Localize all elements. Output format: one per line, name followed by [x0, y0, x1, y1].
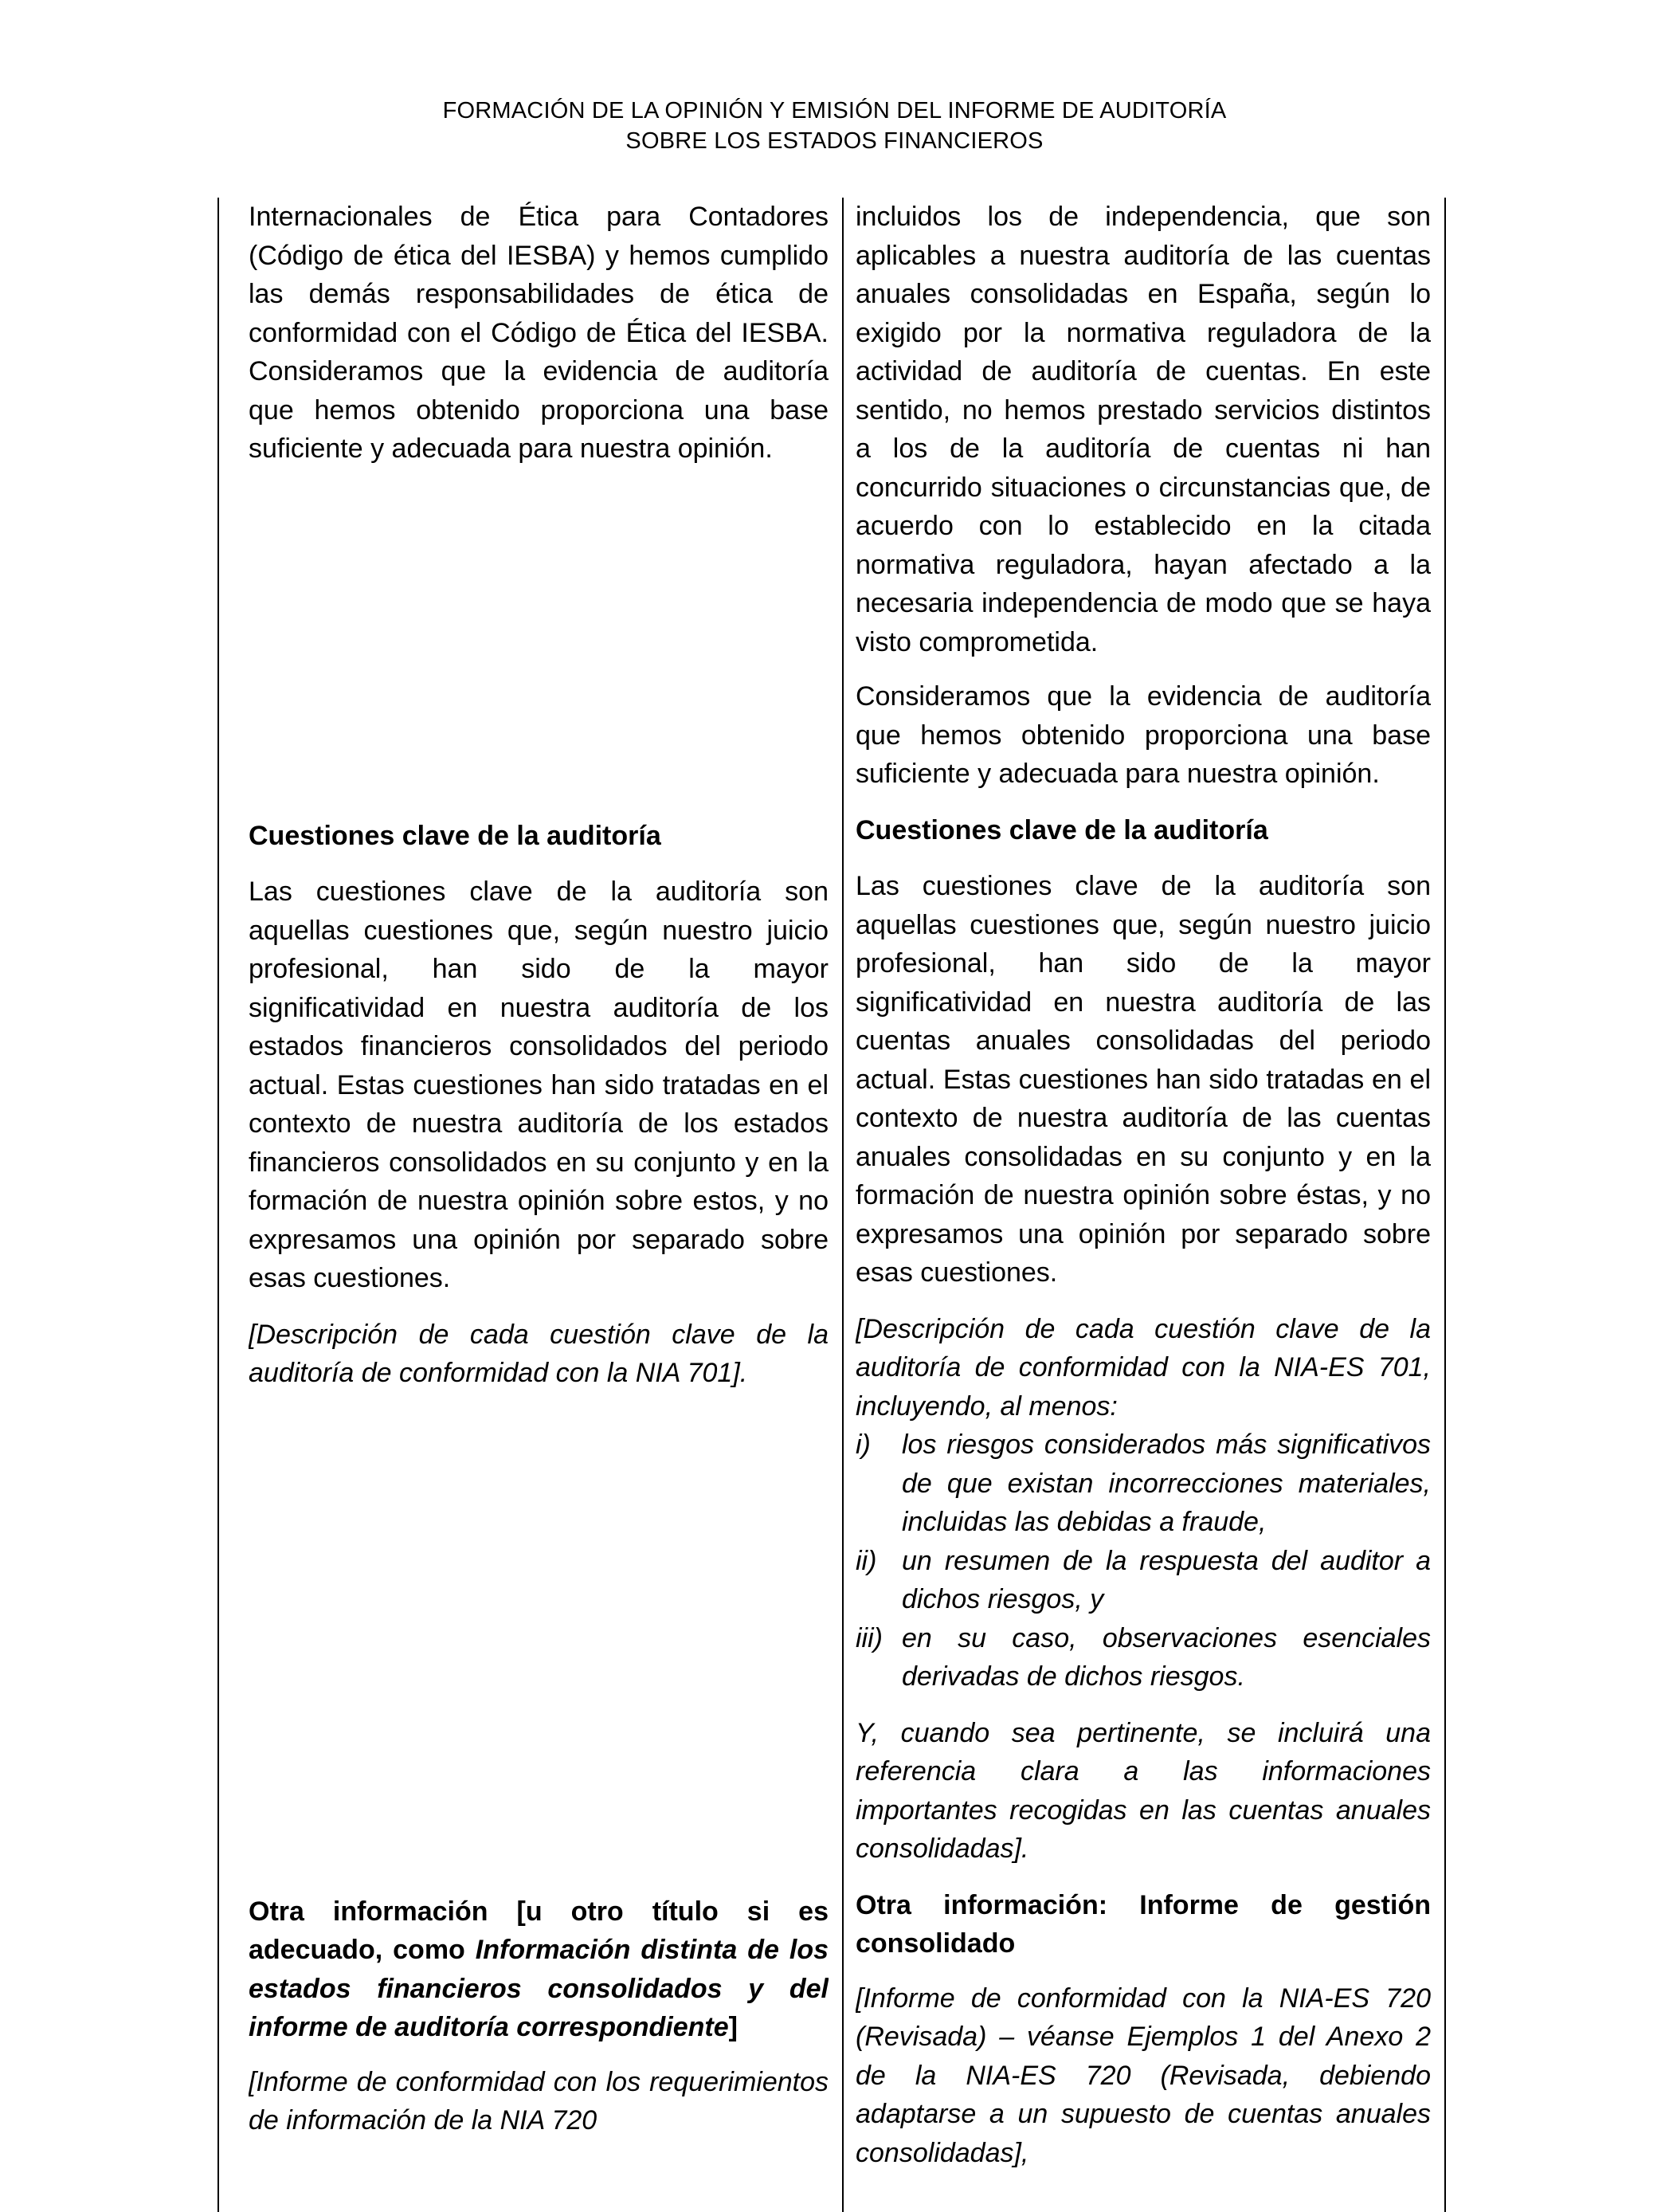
- left-key-matters-description: [Descripción de cada cuestión clave de la auditoría de conformidad con la NIA 701].: [249, 1319, 829, 1388]
- list-item: [856, 1542, 1431, 1619]
- right-key-matters-list: [856, 1426, 1431, 1696]
- other-info-heading-part-2: Información distinta de los estados financieros consolidados y del informe de auditoría correspondiente: [249, 1935, 829, 2042]
- right-other-info-paragraph: [Informe de conformidad con la NIA-ES 720 (Revisada) – véanse Ejemplos 1 del Anexo 2 de la NIA-ES 720 (Revisada, debiendo adaptarse a un supuesto de cuentas anuales consolidadas],: [856, 1983, 1431, 2168]
- right-key-matters-reference: Y, cuando sea pertinente, se incluirá una referencia clara a las informaciones importantes recogidas en las cuentas anuales consolidadas].: [856, 1717, 1431, 1864]
- left-other-info-paragraph: [Informe de conformidad con los requerimientos de información de la NIA 720: [249, 2066, 829, 2136]
- list-number: ii): [856, 1545, 877, 1576]
- right-key-matters-paragraph: Las cuestiones clave de la auditoría son aquellas cuestiones que, según nuestro juicio profesional, han sido de la mayor significatividad en nuestra auditoría de las cuentas anuales consolidadas del periodo actual. Estas cuestiones han sido tratadas en el contexto de nuestra auditoría de las cuentas anuales consolidadas en su conjunto y en la formación de nuestra opinión sobre éstas, y no expresamos una opinión por separado sobre esas cuestiones.: [856, 871, 1431, 1288]
- other-info-heading-part-3: ]: [728, 2012, 738, 2042]
- other-info-heading-part-1: Otra información [u otro título si es adecuado, como: [249, 1896, 829, 1965]
- column-divider-middle: [842, 198, 844, 2212]
- list-text: en su caso, observaciones esenciales derivadas de dichos riesgos.: [902, 1622, 1431, 1692]
- page-header: [0, 96, 1669, 156]
- right-independence-paragraph: incluidos los de independencia, que son aplicables a nuestra auditoría de las cuentas anuales consolidadas en España, según lo exigido por la normativa reguladora de la actividad de auditoría de cuentas. En este sentido, no hemos prestado servicios distintos a los de la auditoría de cuentas ni han concurrido situaciones o circunstancias que, de acuerdo con lo establecido en la citada normativa reguladora, hayan afectado a la necesaria independencia de modo que se haya visto comprometida.: [856, 202, 1431, 657]
- blank-space: [249, 1393, 829, 1892]
- column-divider-left: [217, 198, 219, 2212]
- blank-space: [249, 469, 829, 817]
- right-key-matters-heading: Cuestiones clave de la auditoría: [856, 814, 1268, 845]
- right-other-info-heading: Otra información: Informe de gestión consolidado: [856, 1889, 1431, 1959]
- list-number: iii): [856, 1622, 883, 1653]
- left-key-matters-paragraph: Las cuestiones clave de la auditoría son aquellas cuestiones que, según nuestro juicio profesional, han sido de la mayor significatividad en nuestra auditoría de los estados financieros consolidados del periodo actual. Estas cuestiones han sido tratadas en el contexto de nuestra auditoría de los estados financieros consolidados en su conjunto y en la formación de nuestra opinión sobre estos, y no expresamos una opinión por separado sobre esas cuestiones.: [249, 877, 829, 1293]
- list-number: i): [856, 1430, 871, 1460]
- left-other-info-heading: [249, 1892, 829, 2047]
- list-item: [856, 1426, 1431, 1542]
- list-text: los riesgos considerados más significativos de que existan incorrecciones materiales, incluidas las debidas a fraude,: [902, 1430, 1431, 1537]
- left-key-matters-heading: Cuestiones clave de la auditoría: [249, 820, 661, 851]
- left-independence-paragraph: Internacionales de Ética para Contadores (Código de ética del IESBA) y hemos cumplido las demás responsabilidades de ética de conformidad con el Código de Ética del IESBA. Consideramos que la evidencia de auditoría que hemos obtenido proporciona una base suficiente y adecuada para nuestra opinión.: [249, 202, 829, 464]
- header-line-1: FORMACIÓN DE LA OPINIÓN Y EMISIÓN DEL INFORME DE AUDITORÍA: [442, 98, 1227, 124]
- list-item: [856, 1619, 1431, 1696]
- header-line-2: SOBRE LOS ESTADOS FINANCIEROS: [625, 128, 1044, 154]
- right-column: [856, 198, 1431, 2212]
- right-evidence-paragraph: Consideramos que la evidencia de auditoría que hemos obtenido proporciona una base suficiente y adecuada para nuestra opinión.: [856, 681, 1431, 789]
- column-divider-right: [1444, 198, 1446, 2212]
- list-text: un resumen de la respuesta del auditor a dichos riesgos, y: [902, 1545, 1431, 1614]
- right-key-matters-description: [Descripción de cada cuestión clave de la auditoría de conformidad con la NIA-ES 701, incluyendo, al menos:: [856, 1313, 1431, 1422]
- left-column: [249, 198, 829, 2212]
